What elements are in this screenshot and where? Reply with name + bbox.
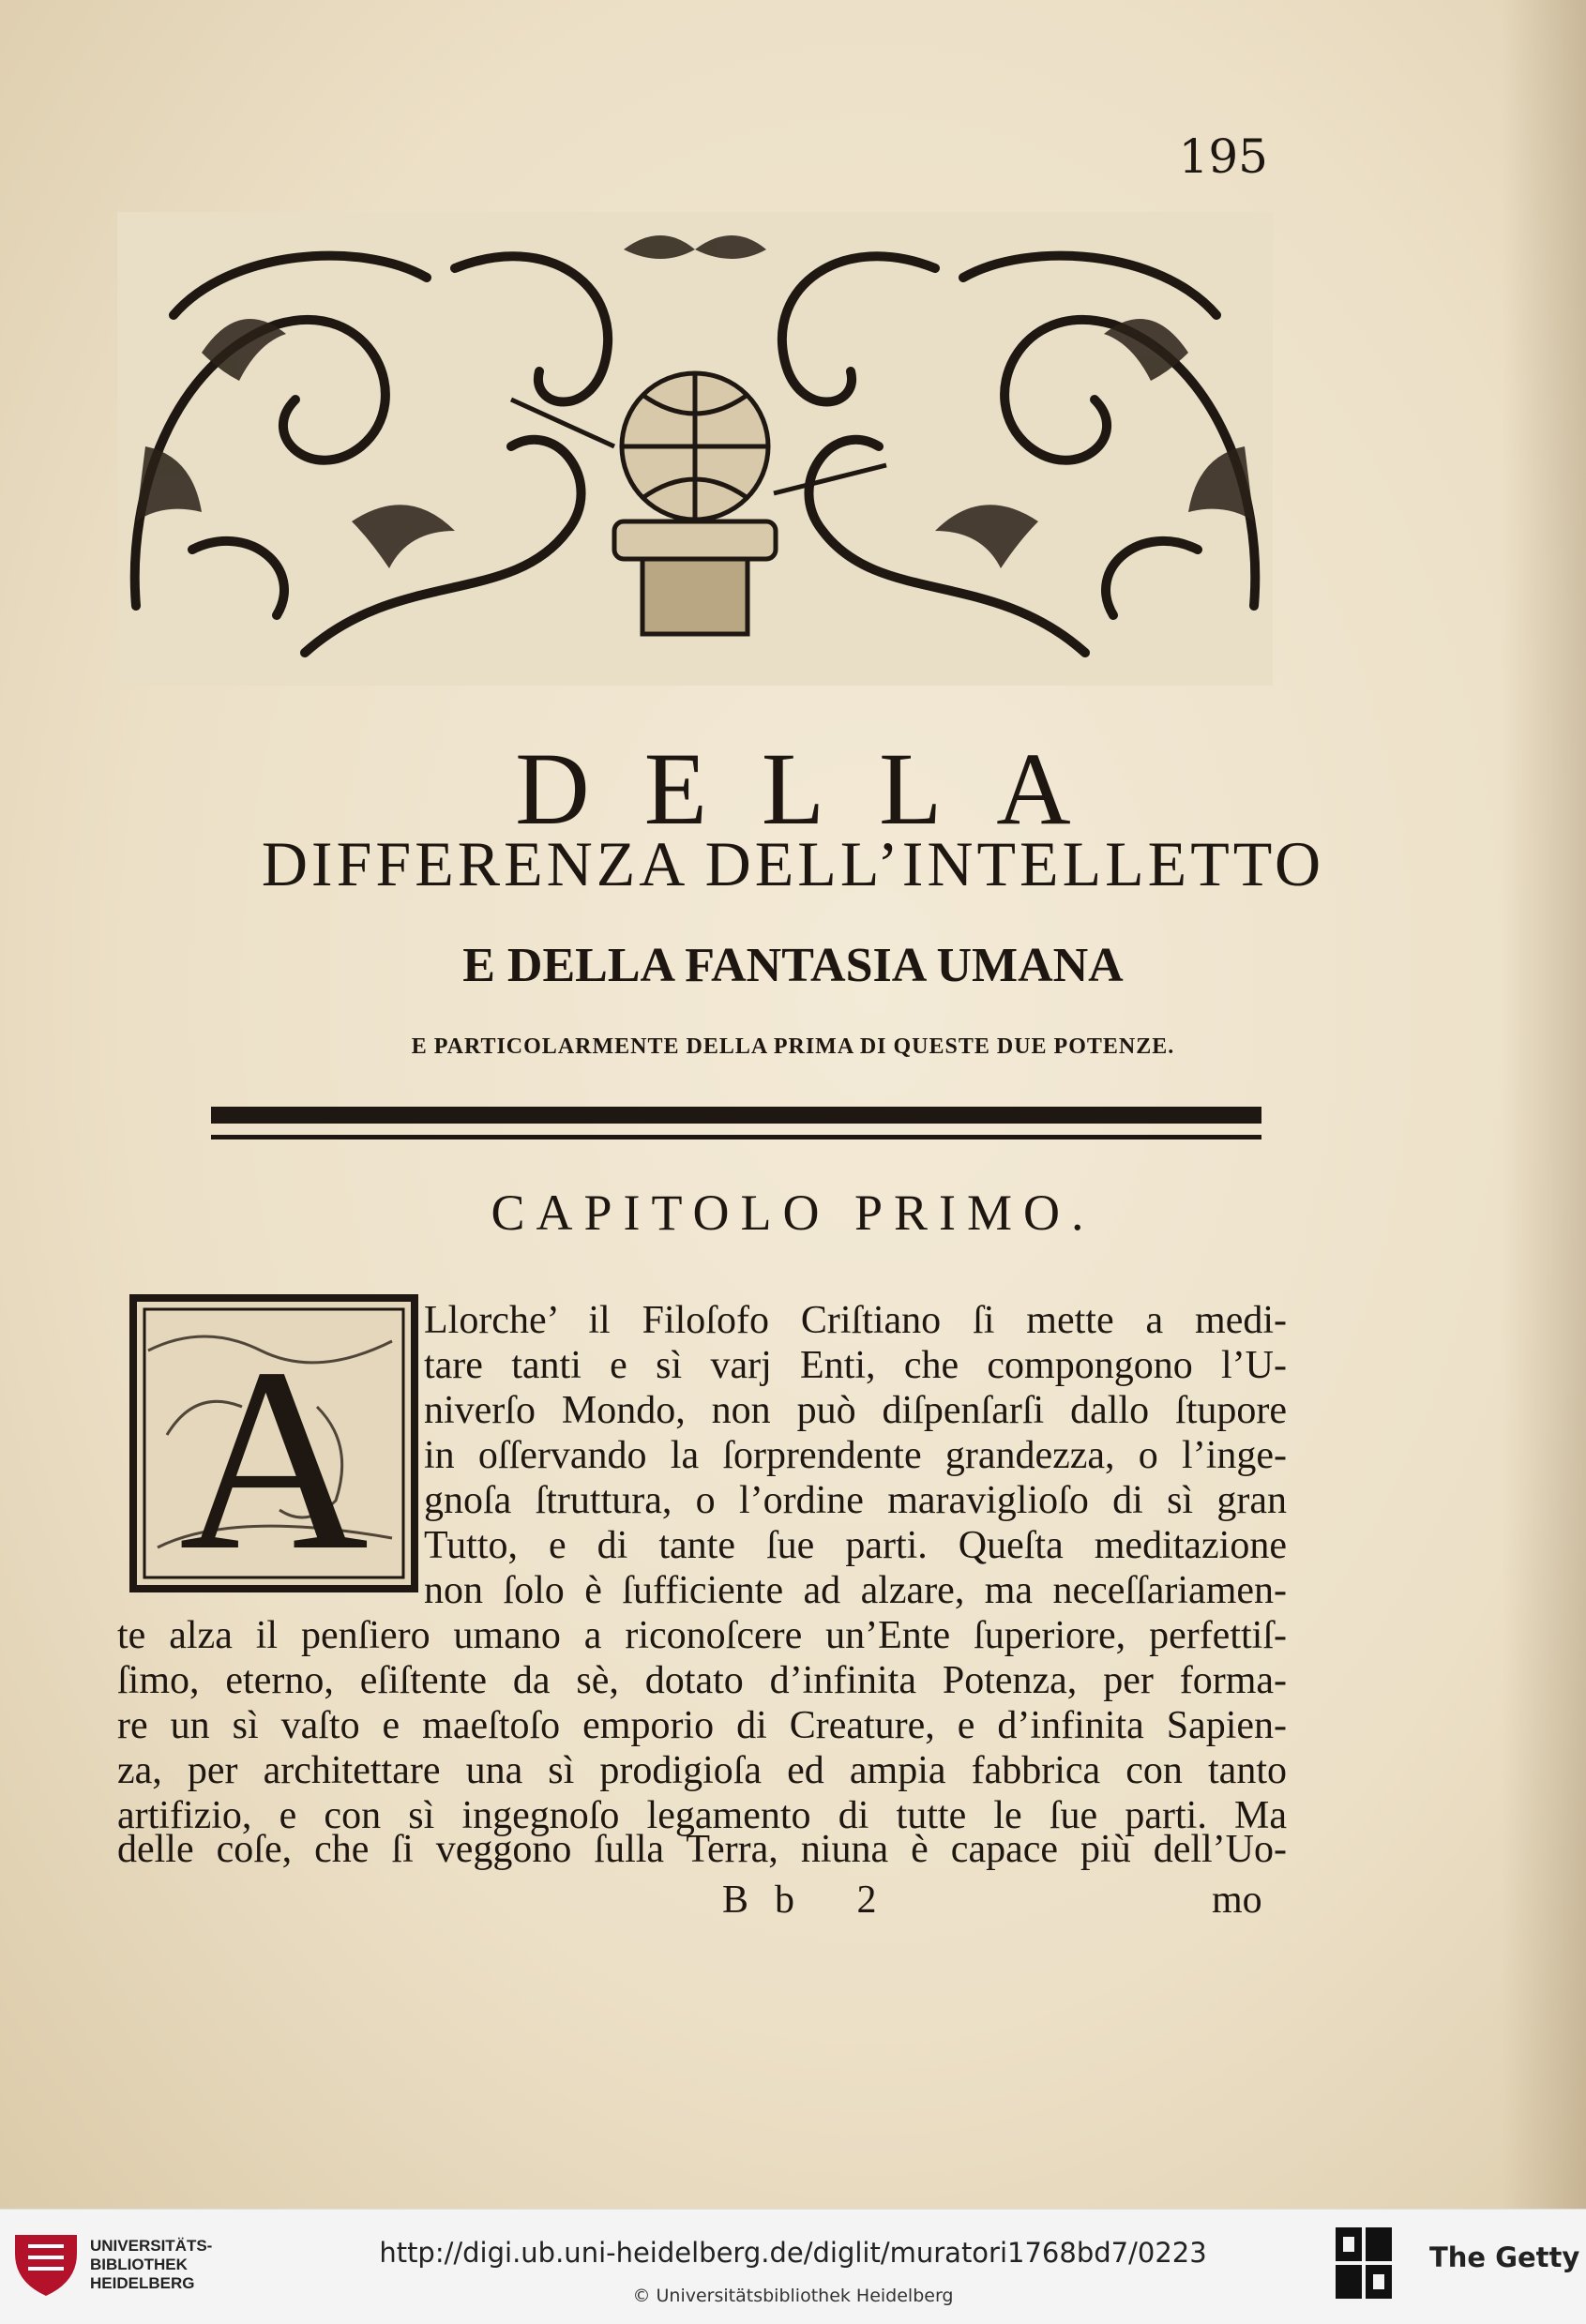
text-line-11: za, per architettare una sì prodigioſa ed ampia fabbrica con tanto [117, 1749, 1287, 1792]
library-name-line-2: BIBLIOTHEK [90, 2256, 188, 2273]
title-della: DELLA [515, 732, 1125, 846]
text-line-9: ſimo, eterno, eſiſtente da sè, dotato d’infinita Potenza, per forma- [117, 1659, 1287, 1702]
text-line-1: Llorche’ il Filoſofo Criſtiano ſi mette a medi- [424, 1299, 1287, 1342]
text-line-4: in oſſervando la ſorprendente grandezza, o l’inge- [424, 1434, 1287, 1477]
text-line-12: artifizio, e con sì ingegnoſo legamento di tutte le ſue parti. Ma [117, 1794, 1287, 1837]
text-line-2: tare tanti e sì varj Enti, che compongono l’U- [424, 1344, 1287, 1387]
signature-mark: Bb 2 [722, 1879, 903, 1922]
chapter-title: CAPITOLO PRIMO. [491, 1185, 1095, 1241]
divider-thin [211, 1135, 1261, 1139]
title-subtitle: E DELLA FANTASIA UMANA [462, 939, 1124, 992]
initial-letter: A [178, 1313, 370, 1592]
library-name-line-3: HEIDELBERG [90, 2274, 195, 2292]
title-note: E PARTICOLARMENTE DELLA PRIMA DI QUESTE DUE POTENZE. [411, 1034, 1175, 1059]
text-line-10: re un sì vaſto e maeſtoſo emporio di Creature, e d’infinita Sapien- [117, 1704, 1287, 1747]
source-url-link[interactable]: http://digi.ub.uni-heidelberg.de/diglit/muratori1768bd7/0223 [379, 2237, 1207, 2269]
text-line-8: te alza il penſiero umano a riconoſcere un’Ente ſuperiore, perfettiſ- [117, 1614, 1287, 1657]
page-number: 195 [1178, 129, 1268, 184]
text-line-5: gnoſa ſtruttura, o l’ordine maraviglioſo di sì gran [424, 1479, 1287, 1522]
text-line-6: Tutto, e di tante ſue parti. Queſta meditazione [424, 1524, 1287, 1567]
getty-name: The Getty [1429, 2241, 1580, 2273]
text-line-3: niverſo Mondo, non può diſpenſarſi dallo ſtupore [424, 1389, 1287, 1432]
decorated-initial [129, 1294, 418, 1592]
text-line-7: non ſolo è ſufficiente ad alzare, ma neceſſariamen- [424, 1569, 1287, 1612]
ornamental-headpiece [117, 212, 1273, 686]
title-main: DIFFERENZA DELL’INTELLETTO [261, 828, 1325, 899]
divider-thick [211, 1107, 1261, 1124]
getty-logo [1336, 2227, 1392, 2302]
catchword: mo [1212, 1879, 1262, 1922]
copyright-text: © Universitätsbibliothek Heidelberg [632, 2286, 954, 2306]
text-line-13: delle coſe, che ſi veggono ſulla Terra, niuna è capace più dell’Uo- [117, 1828, 1287, 1871]
library-name-line-1: UNIVERSITÄTS- [90, 2237, 213, 2255]
